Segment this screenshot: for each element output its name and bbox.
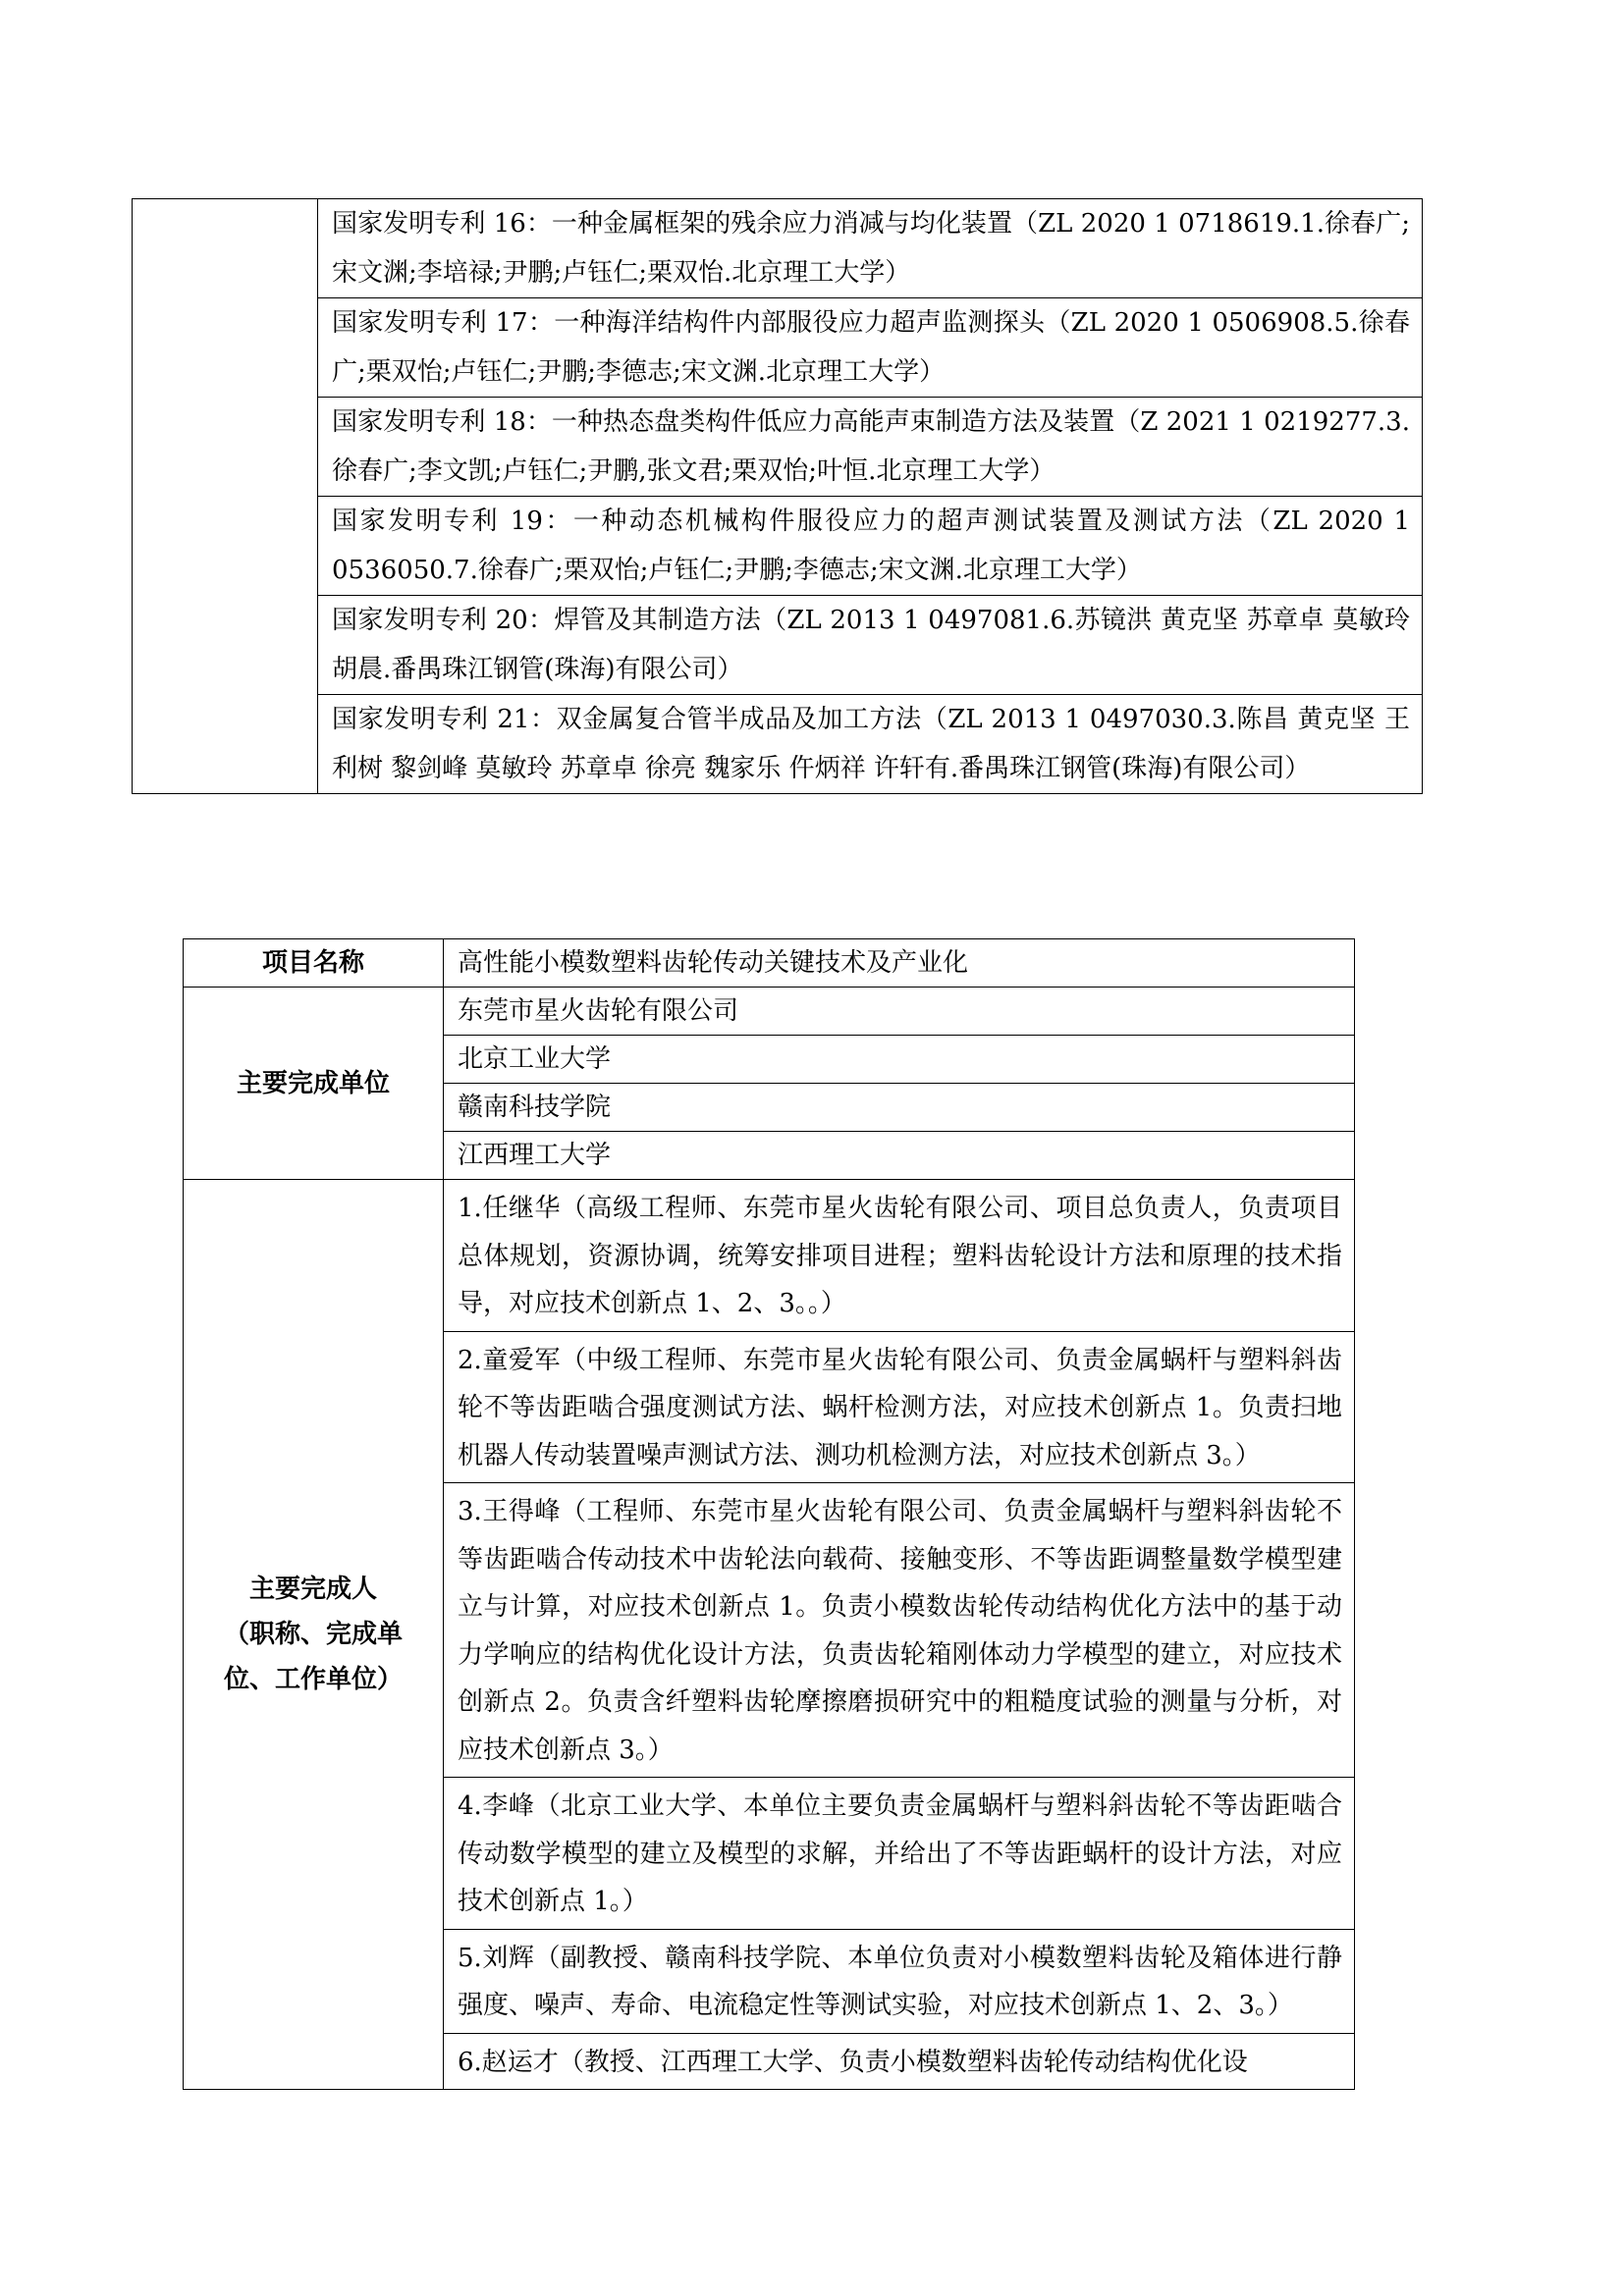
person-item: 5.刘辉（副教授、赣南科技学院、本单位负责对小模数塑料齿轮及箱体进行静强度、噪声、寿命、电流稳定性等测试实验，对应技术创新点 1、2、3。） (444, 1929, 1355, 2033)
patent-item: 国家发明专利 16：一种金属框架的残余应力消减与均化装置（ZL 2020 1 0718619.1.徐春广;宋文渊;李培禄;尹鹏;卢钰仁;栗双怡.北京理工大学） (318, 199, 1423, 298)
persons-label-line: 主要完成人 (248, 1575, 377, 1604)
unit-item: 北京工业大学 (444, 1036, 1355, 1084)
person-item: 1.任继华（高级工程师、东莞市星火齿轮有限公司、项目总负责人，负责项目总体规划，资源协调，统筹安排项目进程；塑料齿轮设计方法和原理的技术指导，对应技术创新点 1、2、3。。） (444, 1180, 1355, 1332)
patent-table (132, 198, 1423, 794)
project-name-value: 高性能小模数塑料齿轮传动关键技术及产业化 (444, 939, 1355, 988)
patent-item: 国家发明专利 20：焊管及其制造方法（ZL 2013 1 0497081.6.苏镜洪 黄克坚 苏章卓 莫敏玲 胡晨.番禺珠江钢管(珠海)有限公司） (318, 596, 1423, 695)
person-item: 2.童爱军（中级工程师、东莞市星火齿轮有限公司、负责金属蜗杆与塑料斜齿轮不等齿距啮合强度测试方法、蜗杆检测方法，对应技术创新点 1。负责扫地机器人传动装置噪声测试方法、测功机检测方法，对应技术创新点 3。） (444, 1331, 1355, 1483)
patent-item: 国家发明专利 18：一种热态盘类构件低应力高能声束制造方法及装置（Z 2021 1 0219277.3.徐春广;李文凯;卢钰仁;尹鹏,张文君;栗双怡;叶恒.北京理工大学） (318, 398, 1423, 497)
main-persons-label (184, 1180, 444, 2090)
unit-item: 东莞市星火齿轮有限公司 (444, 988, 1355, 1036)
person-item: 4.李峰（北京工业大学、本单位主要负责金属蜗杆与塑料斜齿轮不等齿距啮合传动数学模型的建立及模型的求解，并给出了不等齿距蜗杆的设计方法，对应技术创新点 1。） (444, 1778, 1355, 1930)
unit-item: 江西理工大学 (444, 1132, 1355, 1180)
persons-label-line: （职称、完成单 (223, 1620, 403, 1649)
patent-item: 国家发明专利 19：一种动态机械构件服役应力的超声测试装置及测试方法（ZL 2020 1 0536050.7.徐春广;栗双怡;卢钰仁;尹鹏;李德志;宋文渊.北京理工大学） (318, 497, 1423, 596)
person-item: 6.赵运才（教授、江西理工大学、负责小模数塑料齿轮传动结构优化设 (444, 2033, 1355, 2090)
patent-item: 国家发明专利 17：一种海洋结构件内部服役应力超声监测探头（ZL 2020 1 0506908.5.徐春广;栗双怡;卢钰仁;尹鹏;李德志;宋文渊.北京理工大学） (318, 298, 1423, 398)
persons-label-line: 位、工作单位） (223, 1665, 403, 1694)
main-units-label: 主要完成单位 (184, 988, 444, 1180)
project-name-label: 项目名称 (184, 939, 444, 988)
person-item: 3.王得峰（工程师、东莞市星火齿轮有限公司、负责金属蜗杆与塑料斜齿轮不等齿距啮合传动技术中齿轮法向载荷、接触变形、不等齿距调整量数学模型建立与计算，对应技术创新点 1。负责小模数齿轮传动结构优化方法中的基于动力学响应的结构优化设计方法，负责齿轮箱刚体动力学模型的建立，对应技术创新点 2。负责含纤塑料齿轮摩擦磨损研究中的粗糙度试验的测量与分析，对应技术创新点 3。） (444, 1483, 1355, 1778)
patent-item: 国家发明专利 21：双金属复合管半成品及加工方法（ZL 2013 1 0497030.3.陈昌 黄克坚 王利树 黎剑峰 莫敏玲 苏章卓 徐亮 魏家乐 仵炳祥 许轩有.番禺珠江钢管(珠海)有限公司） (318, 695, 1423, 794)
patent-label-cell (133, 199, 318, 794)
project-table (183, 938, 1355, 2090)
unit-item: 赣南科技学院 (444, 1084, 1355, 1132)
